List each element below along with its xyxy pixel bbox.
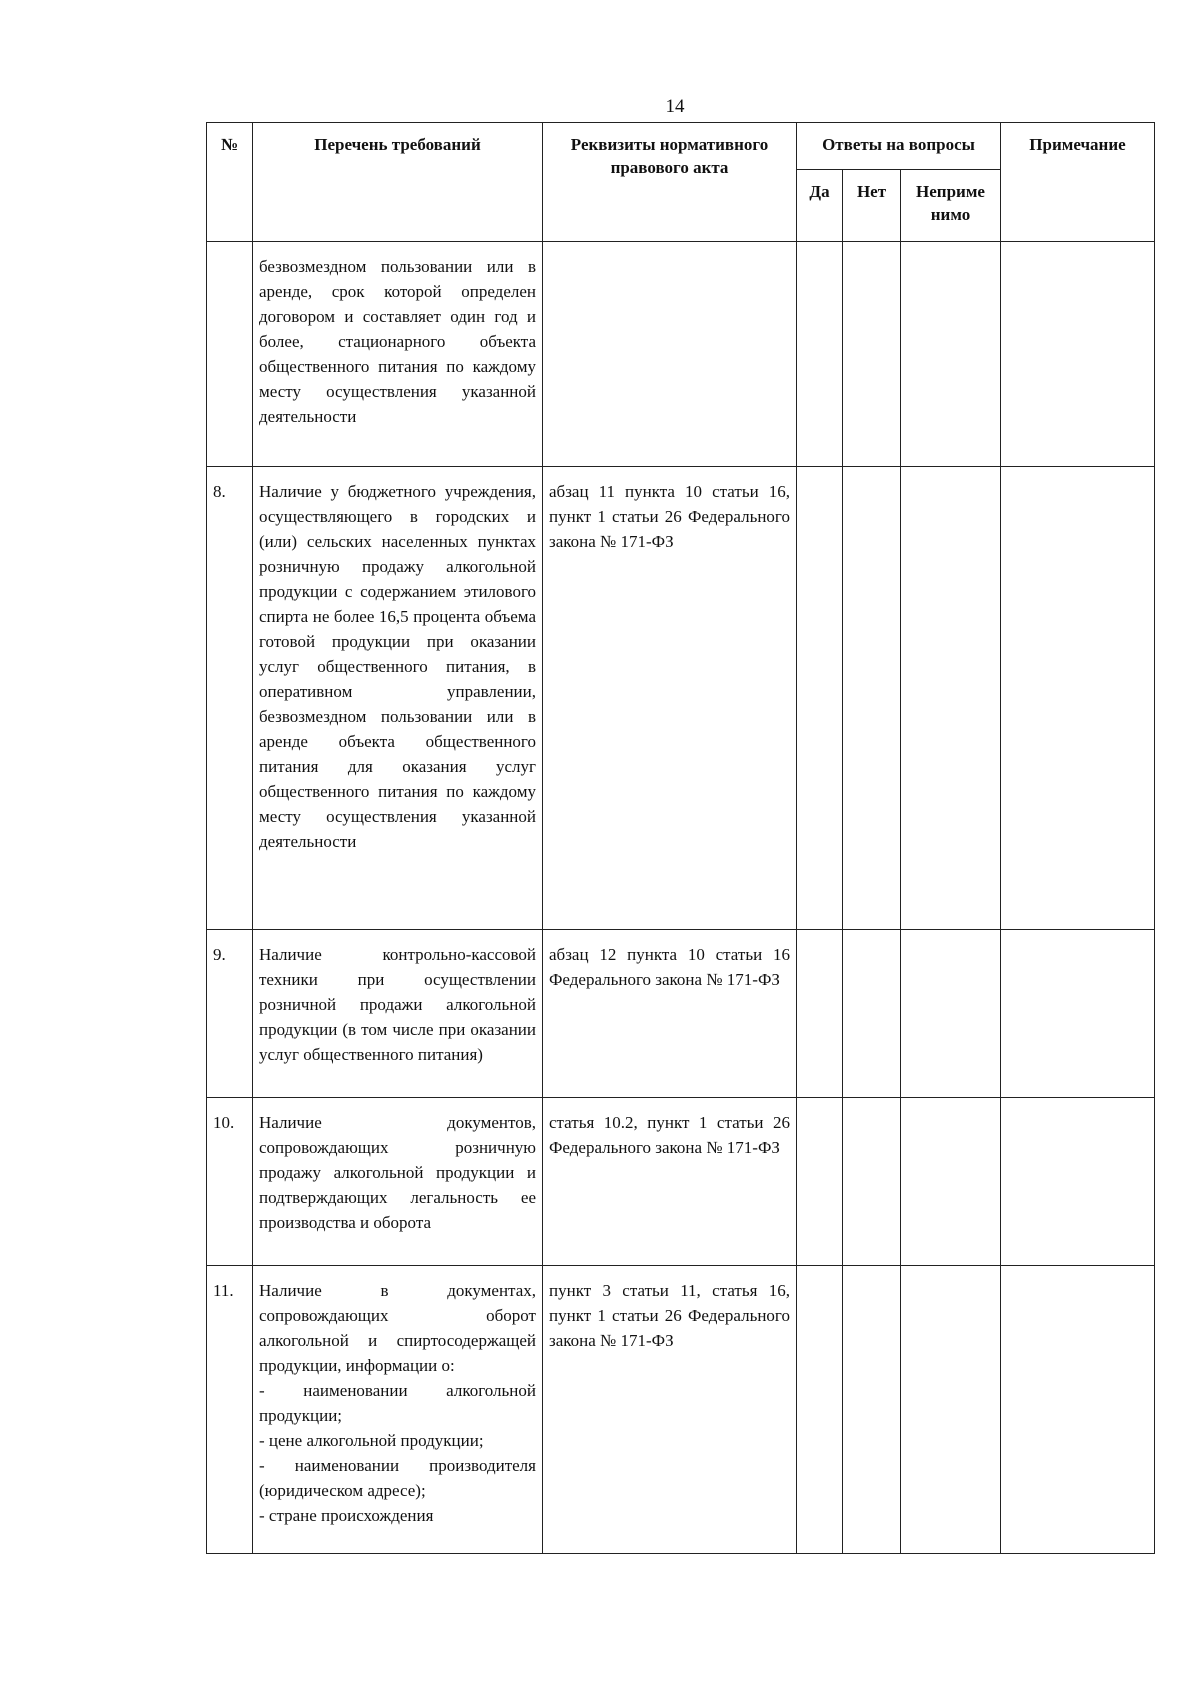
answer-na-cell[interactable] [901,1098,1001,1266]
answer-yes-cell[interactable] [797,1266,843,1554]
header-answers: Ответы на вопросы [797,123,1001,170]
page-number: 14 [665,96,685,117]
header-yes: Да [797,170,843,242]
answer-yes-cell[interactable] [797,930,843,1098]
table-row [207,930,1155,1098]
answer-na-cell[interactable] [901,467,1001,930]
requirements-checklist-table [206,122,1155,1554]
answer-yes-cell[interactable] [797,467,843,930]
row-requirement: Наличие у бюджетного учреждения, осуществляющего в городских и (или) сельских населенных пунктах розничную продажу алкогольной продукции с содержанием этилового спирта не более 16,5 процента объема готовой продукции при оказании услуг общественного питания, в оперативном управлении, безвозмездном пользовании или в аренде объекта общественного питания для оказания услуг общественного питания по каждому месту осуществления указанной деятельности [253,467,543,930]
row-act: пункт 3 статьи 11, статья 16, пункт 1 статьи 26 Федерального закона № 171-ФЗ [543,1266,797,1554]
row-number: 10. [207,1098,253,1266]
note-cell[interactable] [1001,1266,1155,1554]
table-row [207,1098,1155,1266]
note-cell[interactable] [1001,930,1155,1098]
row-number: 11. [207,1266,253,1554]
answer-na-cell[interactable] [901,1266,1001,1554]
header-no: Нет [843,170,901,242]
answer-na-cell[interactable] [901,930,1001,1098]
header-note: Примечание [1001,123,1155,242]
row-number: 8. [207,467,253,930]
row-requirement: безвозмездном пользовании или в аренде, срок которой определен договором и составляет один год и более, стационарного объекта общественного питания по каждому месту осуществления указанной деятельности [253,242,543,467]
answer-no-cell[interactable] [843,1266,901,1554]
row-number: 9. [207,930,253,1098]
header-act: Реквизиты нормативного правового акта [543,123,797,242]
answer-no-cell[interactable] [843,1098,901,1266]
row-act: абзац 11 пункта 10 статьи 16, пункт 1 статьи 26 Федерального закона № 171-ФЗ [543,467,797,930]
table-row [207,242,1155,467]
answer-yes-cell[interactable] [797,242,843,467]
note-cell[interactable] [1001,1098,1155,1266]
note-cell[interactable] [1001,242,1155,467]
answer-no-cell[interactable] [843,930,901,1098]
header-requirements: Перечень требований [253,123,543,242]
answer-no-cell[interactable] [843,242,901,467]
answer-na-cell[interactable] [901,242,1001,467]
row-requirement: Наличие в документах, сопровождающих оборот алкогольной и спиртосодержащей продукции, информации о: - наименовании алкогольной продукции; - цене алкогольной продукции; - наименовании производителя (юридическом адресе); - стране происхождения [253,1266,543,1554]
answer-yes-cell[interactable] [797,1098,843,1266]
row-requirement: Наличие документов, сопровождающих розничную продажу алкогольной продукции и подтверждающих легальность ее производства и оборота [253,1098,543,1266]
table-row [207,467,1155,930]
row-act: статья 10.2, пункт 1 статьи 26 Федерального закона № 171-ФЗ [543,1098,797,1266]
table-row [207,1266,1155,1554]
row-act: абзац 12 пункта 10 статьи 16 Федерального закона № 171-ФЗ [543,930,797,1098]
row-requirement: Наличие контрольно-кассовой техники при осуществлении розничной продажи алкогольной продукции (в том числе при оказании услуг общественного питания) [253,930,543,1098]
row-act [543,242,797,467]
header-na: Неприме нимо [901,170,1001,242]
header-num: № [207,123,253,242]
note-cell[interactable] [1001,467,1155,930]
answer-no-cell[interactable] [843,467,901,930]
row-number [207,242,253,467]
